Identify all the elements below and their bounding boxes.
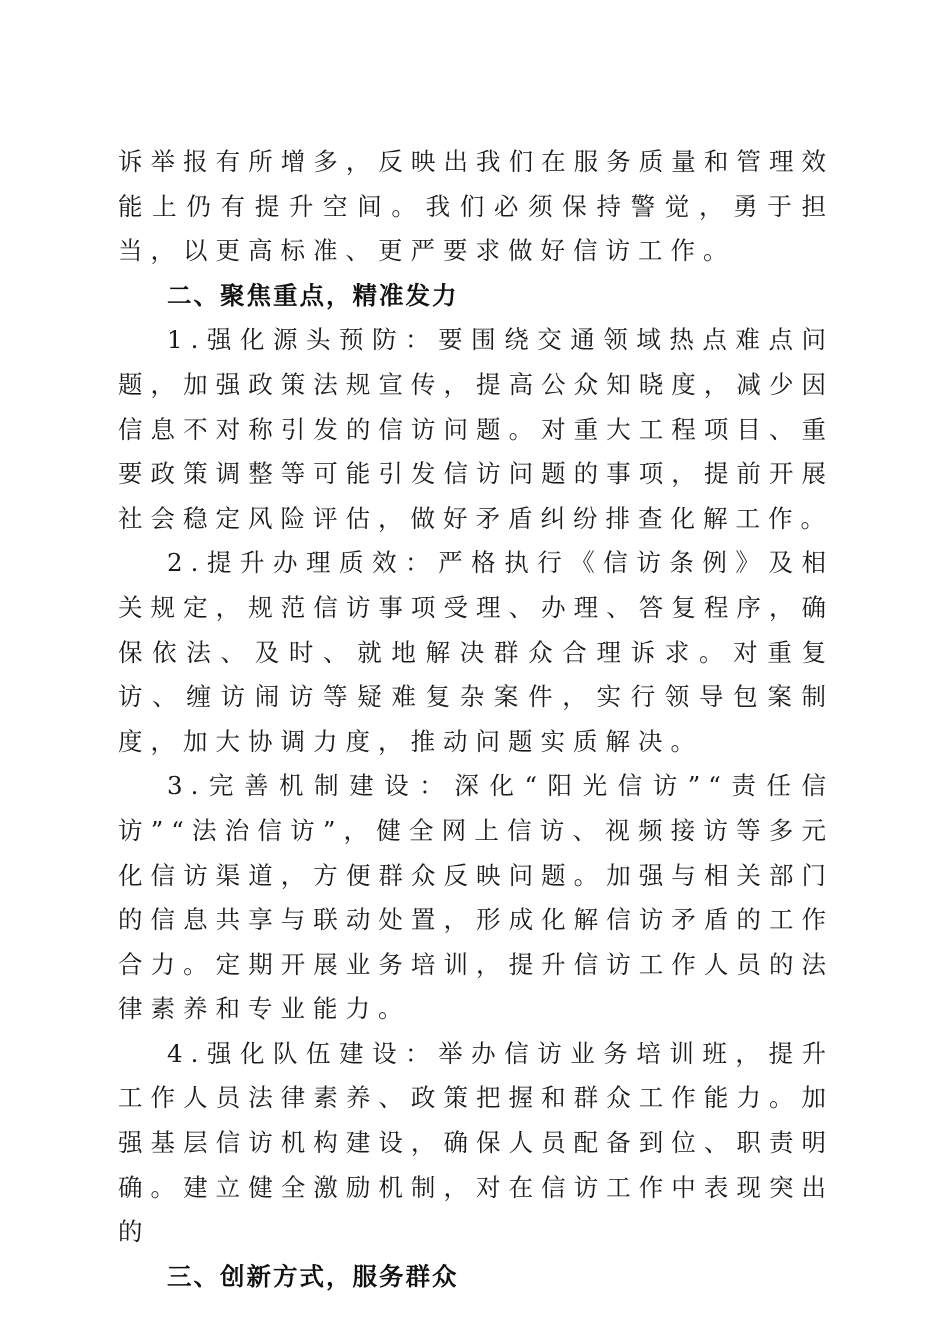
document-page [118,140,834,1299]
section-heading-2: 二、聚焦重点，精准发力 [167,280,459,310]
paragraph-item-2: 2.提升办理质效：严格执行《信访条例》及相关规定，规范信访事项受理、办理、答复程序，确保依法、及时、就地解决群众合理诉求。对重复访、缠访闹访等疑难复杂案件，实行领导包案制度，加大协调力度，推动问题实质解决。 [118,548,834,756]
paragraph-item-3: 3.完善机制建设：深化“阳光信访”“责任信访”“法治信访”，健全网上信访、视频接访等多元化信访渠道，方便群众反映问题。加强与相关部门的信息共享与联动处置，形成化解信访矛盾的工作合力。定期开展业务培训，提升信访工作人员的法律素养和专业能力。 [118,771,834,1024]
paragraph-continuation: 诉举报有所增多，反映出我们在服务质量和管理效能上仍有提升空间。我们必须保持警觉，勇于担当，以更高标准、更严要求做好信访工作。 [118,147,834,266]
paragraph-item-4: 4.强化队伍建设：举办信访业务培训班，提升工作人员法律素养、政策把握和群众工作能力。加强基层信访机构建设，确保人员配备到位、职责明确。建立健全激励机制，对在信访工作中表现突出的 [118,1038,834,1247]
section-heading-3: 三、创新方式，服务群众 [167,1261,459,1291]
paragraph-item-1: 1.强化源头预防：要围绕交通领域热点难点问题，加强政策法规宣传，提高公众知晓度，减少因信息不对称引发的信访问题。对重大工程项目、重要政策调整等可能引发信访问题的事项，提前开展社会稳定风险评估，做好矛盾纠纷排查化解工作。 [118,325,834,533]
